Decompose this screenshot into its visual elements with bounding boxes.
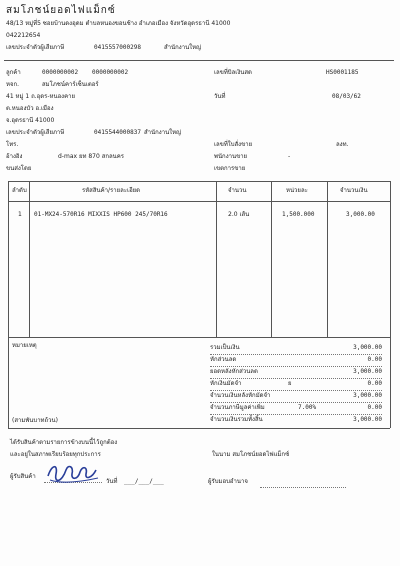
row-qty: 2.0 เส้น	[228, 211, 250, 218]
total-label-subtotal: รวมเป็นเงิน	[210, 344, 240, 351]
col-header-desc: รหัสสินค้า/รายละเอียด	[82, 187, 141, 194]
total-rule	[210, 414, 382, 415]
date-label: วันที่	[214, 93, 226, 100]
collector-label: เขตการขาย	[214, 165, 246, 172]
receiver-date-blank: ___/___/___	[124, 478, 164, 485]
col-header-amount: จำนวนเงิน	[340, 187, 368, 194]
total-value-subtotal: 3,000.00	[353, 344, 382, 351]
on-behalf-of: ในนาม สมโภชน์ยอดไฟแม็กซ์	[212, 451, 290, 458]
vat-rate: 7.00%	[298, 404, 317, 411]
total-rule	[210, 366, 382, 367]
col-header-no: ลำดับ	[12, 187, 27, 194]
customer-address-1: 41 หมู่ 1 ถ.อุดร-หนองคาย	[6, 93, 75, 100]
table-top-border	[8, 181, 390, 182]
receiver-label: ผู้รับสินค้า	[10, 473, 36, 480]
customer-tax-label: เลขประจำตัวผู้เสียภาษี	[6, 129, 65, 136]
seller-value: -	[288, 153, 291, 160]
row-no: 1	[18, 211, 22, 218]
customer-code-2: 0000000002	[92, 69, 129, 76]
total-rule	[210, 402, 382, 403]
docno-value: HS0001185	[326, 69, 359, 76]
table-right-border	[390, 181, 391, 428]
total-value-vat: 0.00	[367, 404, 382, 411]
received-statement-2: และอยู่ในสภาพเรียบร้อยทุกประการ	[10, 451, 101, 458]
seller-label: พนักงานขาย	[214, 153, 248, 160]
total-label-discount: หักส่วนลด	[210, 356, 237, 363]
total-value-grand: 3,000.00	[353, 416, 382, 423]
customer-address-2: ต.หนองบัว อ.เมือง	[6, 105, 54, 112]
authorized-label: ผู้รับมอบอำนาจ	[208, 478, 248, 485]
authorized-signature-line	[260, 487, 346, 488]
row-amount: 3,000.00	[346, 211, 375, 218]
table-bottom-border	[8, 428, 390, 429]
customer-tax-id: 0415544000837	[94, 129, 141, 136]
deposit-mark: ย	[288, 380, 292, 387]
table-header-border	[8, 201, 390, 202]
customer-ref-value: d-max ยท 870 สกลนคร	[58, 153, 124, 160]
total-rule	[210, 378, 382, 379]
row-desc: 01-MX24-570R16 MIXXIS HP600 245/70R16	[34, 211, 168, 218]
col-divider-1	[29, 181, 30, 337]
customer-ref-label: อ้างอิง	[6, 153, 23, 160]
total-label-after-discount: ยอดหลังหักส่วนลด	[210, 368, 258, 375]
total-label-after-deposit: จำนวนเงินหลังหักมัดจำ	[210, 392, 271, 399]
company-name: สมโภชน์ยอดไฟแม็กซ์	[6, 5, 116, 16]
customer-address-3: จ.อุดรธานี 41000	[6, 117, 55, 124]
row-price: 1,500.000	[282, 211, 315, 218]
amount-in-words: (สามพันบาทถ้วน)	[12, 417, 58, 424]
col-divider-2	[216, 181, 217, 337]
col-divider-4	[327, 181, 328, 337]
company-phone: 042212654	[6, 32, 41, 39]
customer-code-1: 0000000002	[42, 69, 79, 76]
note-label: หมายเหตุ	[12, 342, 37, 349]
received-statement-1: ได้รับสินค้าตามรายการข้างบนนี้ไว้ถูกต้อง	[10, 439, 118, 446]
col-header-qty: จำนวน	[228, 187, 247, 194]
total-label-vat: จำนวนภาษีมูลค่าเพิ่ม	[210, 404, 265, 411]
total-value-after-discount: 3,000.00	[353, 368, 382, 375]
col-header-price: หน่วยละ	[286, 187, 308, 194]
company-branch: สำนักงานใหญ่	[164, 44, 202, 51]
date-value: 08/03/62	[332, 93, 361, 100]
total-rule	[210, 354, 382, 355]
total-value-after-deposit: 3,000.00	[353, 392, 382, 399]
credit-label: ลงท.	[336, 141, 349, 148]
po-ref-label: เลขที่ใบสั่งขาย	[214, 141, 253, 148]
company-tax-id: 0415557000298	[94, 44, 141, 51]
company-address: 48/13 หมู่ที่5 ซอยบ้านดงอุดม ตำบลหนองขอนช้าง อำเภอเมือง จังหวัดอุดรธานี 41000	[6, 20, 231, 27]
receiver-signature	[44, 458, 102, 486]
docno-label: เลขที่บิลเงินสด	[214, 69, 252, 76]
customer-attn-label: หจก.	[6, 81, 20, 88]
customer-ship-label: ขนส่งโดย	[6, 165, 32, 172]
col-divider-3	[271, 181, 272, 337]
total-rule	[210, 390, 382, 391]
header-divider	[4, 60, 394, 61]
customer-name: สมโภชน์คาร์เซ็นเตอร์	[42, 81, 99, 88]
company-tax-label: เลขประจำตัวผู้เสียภาษี	[6, 44, 65, 51]
total-label-grand: จำนวนเงินรวมทั้งสิ้น	[210, 416, 263, 423]
customer-branch: สำนักงานใหญ่	[144, 129, 182, 136]
total-value-discount: 0.00	[367, 356, 382, 363]
receiver-date-label: วันที่	[106, 478, 118, 485]
table-left-border	[8, 181, 9, 428]
customer-phone-label: โทร.	[6, 141, 19, 148]
customer-code-label: ลูกค้า	[6, 69, 21, 76]
total-value-deposit: 0.00	[367, 380, 382, 387]
table-body-border	[8, 337, 390, 338]
total-label-deposit: หักเงินมัดจำ	[210, 380, 242, 387]
